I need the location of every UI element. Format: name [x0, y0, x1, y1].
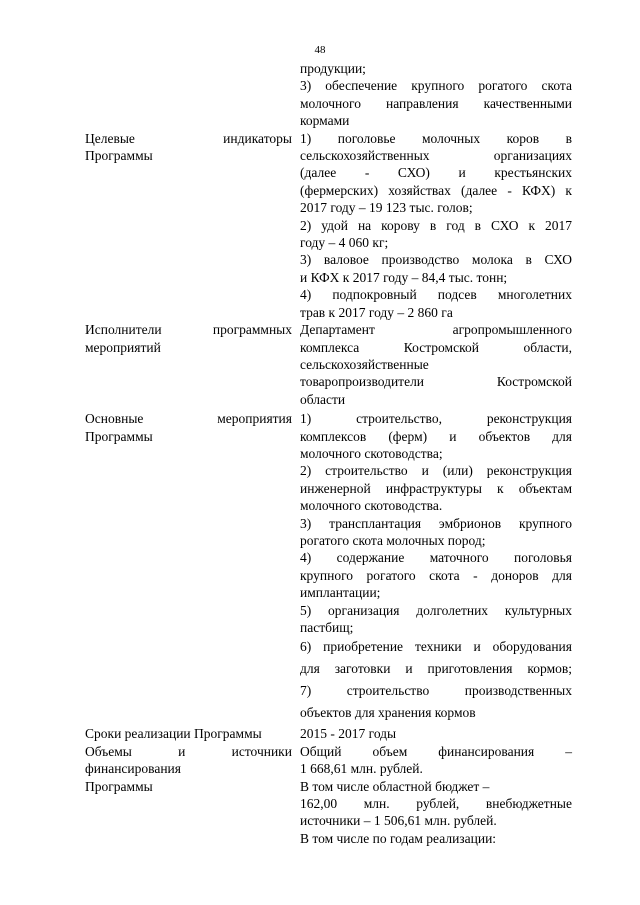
text-line: имплантации; [300, 585, 381, 601]
text-line: сельскохозяйственные [300, 356, 429, 372]
text-line: молочного направления качественными [300, 95, 572, 111]
text-line: 3) валовое производство молока в СХО [300, 252, 572, 268]
continuation-row [0, 60, 640, 130]
label-word: мероприятия [217, 411, 292, 427]
text-line: 162,00 млн. рублей, внебюджетные [300, 796, 572, 812]
executors-row [0, 321, 640, 408]
financing-value [300, 743, 572, 847]
terms-row [0, 725, 640, 742]
label-word: Объемы [85, 743, 132, 759]
text-line: 6) приобретение техники и оборудования [300, 639, 572, 655]
label-line: финансирования [85, 761, 181, 777]
text-line: В том числе областной бюджет – [300, 778, 490, 794]
text-line: инженерной инфраструктуры к объектам [300, 480, 572, 496]
label-word: программных [212, 322, 292, 338]
label-line: Программы [85, 148, 153, 164]
text-line: комплексов (ферм) и объектов для [300, 428, 572, 444]
text-line: 4) подпокровный подсев многолетних [300, 287, 572, 303]
executors-value [300, 321, 572, 408]
text-line: (далее - СХО) и крестьянских [300, 165, 572, 181]
text-line: 2) строительство и (или) реконструкция [300, 463, 572, 479]
text-line: молочного скотоводства; [300, 445, 443, 461]
financing-label [85, 743, 292, 795]
text-line: 3) обеспечение крупного рогатого скота [300, 78, 572, 94]
text-line: рогатого скота молочных пород; [300, 532, 486, 548]
text-line: Общий объем финансирования – [300, 743, 572, 759]
text-line: кормами [300, 113, 350, 129]
page-number: 48 [314, 44, 326, 56]
text-line: области [300, 391, 346, 407]
text-line: 1) поголовье молочных коров в [300, 130, 572, 146]
label-line: Программы [85, 778, 153, 794]
label-word: и [178, 743, 186, 759]
text-line: товаропроизводители Костромской [300, 374, 572, 390]
terms-value [300, 725, 572, 742]
text-line: молочного скотоводства. [300, 498, 443, 514]
text-line: 2015 - 2017 годы [300, 726, 397, 742]
label-line: мероприятий [85, 339, 161, 355]
label-word: Исполнители [85, 322, 162, 338]
text-line: 1) строительство, реконструкция [300, 411, 572, 427]
text-line: продукции; [300, 61, 366, 76]
financing-row [0, 743, 640, 847]
target-indicators-label [85, 130, 292, 165]
text-line: Департамент агропромышленного [300, 322, 572, 338]
continuation-value [300, 60, 572, 130]
text-line: и КФХ к 2017 году – 84,4 тыс. тонн; [300, 269, 508, 285]
text-line: 1 668,61 млн. рублей. [300, 761, 423, 777]
text-line: комплекса Костромской области, [300, 339, 572, 355]
label-word: источники [231, 743, 292, 759]
text-line: 7) строительство производственных [300, 683, 572, 699]
text-line: году – 4 060 кг; [300, 235, 389, 251]
target-indicators-value [300, 130, 572, 321]
label-word: Основные [85, 411, 144, 427]
main-activities-row [0, 410, 640, 724]
text-line: источники – 1 506,61 млн. рублей. [300, 813, 497, 829]
main-activities-label [85, 410, 292, 445]
text-line: 2) удой на корову в год в СХО к 2017 [300, 217, 572, 233]
text-line: 5) организация долголетних культурных [300, 602, 572, 618]
label-line: Сроки реализации Программы [85, 726, 262, 742]
main-activities-value [300, 410, 572, 724]
text-line: (фермерских) хозяйствах (далее - КФХ) к [300, 182, 572, 198]
text-line: объектов для хранения кормов [300, 705, 476, 721]
executors-label [85, 321, 292, 356]
text-line: трав к 2017 году – 2 860 га [300, 304, 453, 320]
text-line: 4) содержание маточного поголовья [300, 550, 572, 566]
text-line: В том числе по годам реализации: [300, 830, 497, 846]
text-line: 3) трансплантация эмбрионов крупного [300, 515, 572, 531]
text-line: сельскохозяйственных организациях [300, 148, 572, 164]
target-indicators-row [0, 130, 640, 321]
terms-label [85, 725, 292, 742]
text-line: пастбищ; [300, 620, 354, 635]
label-line: Программы [85, 428, 153, 444]
text-line: крупного рогатого скота - доноров для [300, 567, 572, 583]
text-line: 2017 году – 19 123 тыс. голов; [300, 200, 473, 216]
label-word: Целевые [85, 130, 135, 146]
label-word: индикаторы [223, 130, 292, 146]
text-line: для заготовки и приготовления кормов; [300, 661, 572, 677]
program-passport-table [0, 60, 640, 847]
